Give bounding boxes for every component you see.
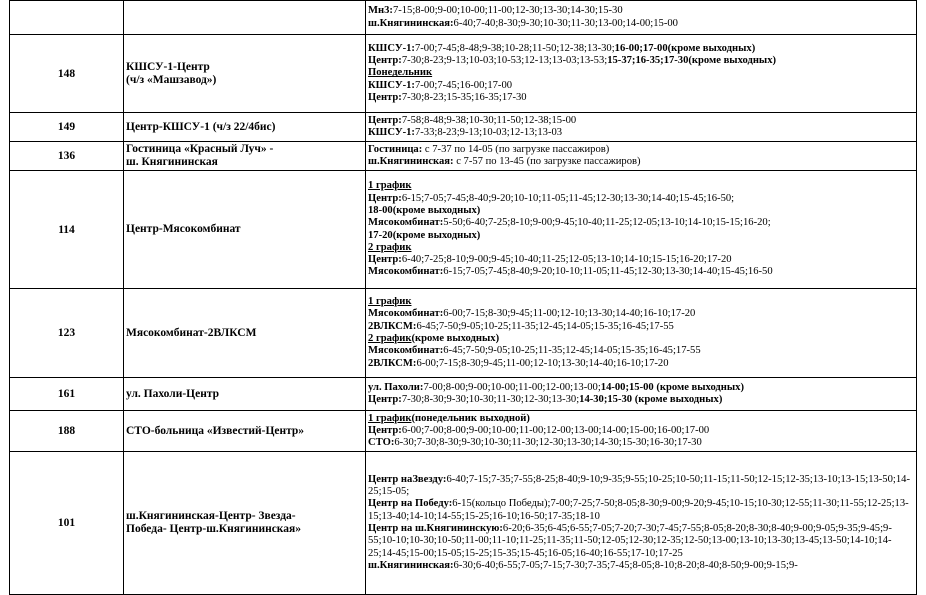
schedule-line <box>368 55 914 67</box>
stop-label: (понедельник выходной) <box>411 412 530 424</box>
stop-label: КШСУ-1: <box>368 79 415 91</box>
route-name-line: ул. Пахоли-Центр <box>126 387 220 400</box>
route-name-line: Победа- Центр-ш.Княгининская» <box>126 523 301 535</box>
schedule-body <box>10 1 917 595</box>
schedule-line <box>368 5 914 17</box>
stop-label: Центр: <box>368 114 402 126</box>
stop-label: ш.Княгининская: <box>368 156 454 167</box>
departure-times: 7-00;7-45;16-00;17-00 <box>414 79 513 91</box>
route-name-cell <box>124 171 366 289</box>
schedule-line <box>368 144 914 156</box>
stop-label: Мясокомбинат: <box>368 345 444 357</box>
table-row <box>10 113 917 142</box>
schedule-line <box>368 217 914 229</box>
schedule-cell <box>366 35 917 113</box>
route-name-line: Центр-КШСУ-1 (ч/з 22/4бис) <box>126 120 276 133</box>
departure-times: 6-00;7-15;8-30;9-45;11-00;12-10;13-30;14-40;16-10;17-20 <box>443 308 696 320</box>
schedule-line <box>368 115 914 127</box>
schedule-line <box>368 156 914 168</box>
stop-label: 14-00;15-00 (кроме выходных) <box>600 381 744 393</box>
stop-label: Центр: <box>368 55 402 67</box>
route-name-cell <box>124 411 366 452</box>
schedule-line <box>368 413 914 425</box>
departure-times: 6-20;6-35;6-45;6-55;7-05;7-20;7-30;7-45;7-55;8-05;8-20;8-30;8-40;9-00;9-05;9-35;9-45;9-55;10-10;10-30;10-50;11-00;11-10;11-25;11-35;11-50;12-05;12-30;12-35;12-50;13-00;13-10;13-30;13-45;13-50;14-10;14-25;14-45;15-00;15-05;15-25;15-35;15-45;16-05;16-40;16-55;17-10;17-25 <box>368 523 892 559</box>
departure-times: 6-15;7-05;7-45;8-40;9-20;10-10;11-05;11-45;12-30;13-30;14-40;15-45;16-50; <box>401 192 735 204</box>
schedule-line <box>368 358 914 370</box>
schedule-cell <box>366 142 917 171</box>
schedule-heading: Понедельник <box>368 67 433 79</box>
schedule-line <box>368 321 914 333</box>
route-name-line: Центр-Мясокомбинат <box>126 223 241 235</box>
stop-label: (кроме выходных) <box>411 333 500 344</box>
route-number-cell <box>10 1 124 35</box>
route-number-cell <box>10 171 124 289</box>
schedule-line <box>368 18 914 30</box>
schedule-cell <box>366 171 917 289</box>
route-number: 123 <box>57 327 76 339</box>
route-name-cell <box>124 289 366 378</box>
schedule-line <box>368 523 914 560</box>
route-name-cell <box>124 452 366 595</box>
stop-label: 14-30;15-30 (кроме выходных) <box>579 394 723 405</box>
schedule-line <box>368 333 914 345</box>
schedule-cell <box>366 1 917 35</box>
schedule-line <box>368 474 914 499</box>
departure-times: 7-30;8-23;9-13;10-03;10-53;12-13;13-03;13-53; <box>401 55 608 67</box>
departure-times: с 7-57 по 13-45 (по загрузке пассажиров) <box>453 156 641 167</box>
stop-label: 16-00;17-00(кроме выходных) <box>614 42 756 54</box>
stop-label: Центр: <box>368 394 402 405</box>
departure-times: 5-50;6-40;7-25;8-10;9-00;9-45;10-40;11-25;12-05;13-10;14-10;15-15;16-20; <box>443 217 771 229</box>
route-name-line: Гостиница «Красный Луч» - <box>126 143 274 155</box>
route-number-cell <box>10 378 124 411</box>
route-number: 114 <box>58 223 75 236</box>
schedule-cell <box>366 289 917 378</box>
schedule-line <box>368 230 914 242</box>
departure-times: 7-33;8-23;9-13;10-03;12-13;13-03 <box>414 127 563 138</box>
route-name-line: КШСУ-1-Центр <box>126 60 210 73</box>
route-number: 101 <box>57 517 76 529</box>
schedule-cell <box>366 411 917 452</box>
stop-label: ш.Княгининская: <box>368 559 454 571</box>
departure-times: 6-15;7-05;7-45;8-40;9-20;10-10;11-05;11-45;12-30;13-30;14-40;15-45;16-50 <box>443 266 773 278</box>
stop-label: Центр на Победу: <box>368 498 453 510</box>
stop-label: Центр: <box>368 424 402 436</box>
route-name-cell <box>124 378 366 411</box>
schedule-heading: 1 график <box>368 412 412 424</box>
schedule-line <box>368 437 914 449</box>
table-row <box>10 35 917 113</box>
stop-label: Мясокомбинат: <box>368 266 444 278</box>
stop-label: 17-20(кроме выходных) <box>368 229 481 241</box>
stop-label: КШСУ-1: <box>368 42 415 54</box>
departure-times: с 7-37 по 14-05 (по загрузке пассажиров) <box>422 143 610 155</box>
route-name-line: ш. Княгининская <box>126 156 218 168</box>
schedule-line <box>368 127 914 139</box>
departure-times: 7-15;8-00;9-00;10-00;11-00;12-30;13-30;14-30;15-30 <box>392 5 623 17</box>
departure-times: 6-40;7-25;8-10;9-00;9-45;10-40;11-25;12-05;13-10;14-10;15-15;16-20;17-20 <box>401 254 732 266</box>
route-number-cell <box>10 289 124 378</box>
departure-times: 6-40;7-15;7-35;7-55;8-25;8-40;9-10;9-35;9-55;10-25;10-50;11-15;11-50;12-15;12-35;13-10;13-15;13-50;14-25;15-05; <box>368 473 910 498</box>
schedule-line <box>368 296 914 308</box>
route-number-cell <box>10 113 124 142</box>
stop-label: Центр: <box>368 192 402 204</box>
route-number: 161 <box>57 388 76 400</box>
schedule-line <box>368 266 914 278</box>
schedule-line <box>368 382 914 394</box>
departure-times: 6-45;7-50;9-05;10-25;11-35;12-45;14-05;15-35;16-45;17-55 <box>443 345 701 357</box>
schedule-heading: 1 график <box>368 180 412 192</box>
route-name-cell <box>124 35 366 113</box>
route-number-cell <box>10 411 124 452</box>
schedule-line <box>368 425 914 437</box>
route-number: 149 <box>57 121 76 133</box>
schedule-line <box>368 560 914 572</box>
schedule-line <box>368 308 914 320</box>
stop-label: 15-37;16-35;17-30(кроме выходных) <box>607 55 777 67</box>
schedule-cell <box>366 378 917 411</box>
route-name-line: Мясокомбинат-2ВЛКСМ <box>126 326 257 339</box>
schedule-table <box>9 0 917 595</box>
stop-label: Центр на ш.Княгининскую: <box>368 523 503 534</box>
table-row <box>10 452 917 595</box>
stop-label: ул. Пахоли: <box>368 381 424 393</box>
stop-label: СТО: <box>368 437 395 449</box>
schedule-line <box>368 67 914 79</box>
stop-label: Центр наЗвезду: <box>368 473 447 485</box>
route-number: 148 <box>57 67 76 80</box>
route-number: 188 <box>57 425 76 437</box>
departure-times: 6-45;7-50;9-05;10-25;11-35;12-45;14-05;15-35;16-45;17-55 <box>416 320 674 332</box>
stop-label: 2ВЛКСМ: <box>368 320 417 332</box>
stop-label: 2ВЛКСМ: <box>368 357 417 369</box>
schedule-cell <box>366 452 917 595</box>
stop-label: ш.Княгининская: <box>368 17 454 29</box>
stop-label: Центр: <box>368 91 402 103</box>
schedule-line <box>368 92 914 104</box>
departure-times: 7-30;8-30;9-30;10-30;11-30;12-30;13-30; <box>401 394 580 405</box>
route-number: 136 <box>57 150 76 162</box>
route-name-cell <box>124 142 366 171</box>
schedule-line <box>368 43 914 55</box>
table-row <box>10 289 917 378</box>
departure-times: 6-15(кольцо Победы);7-00;7-25;7-50;8-05;8-30;9-00;9-20;9-45;10-15;10-30;12-55;11-30;11-55;12-25;13-15;13-40;14-10;14-55;15-25;16-10;16-50;17-35;18-10 <box>368 498 909 522</box>
stop-label: Мясокомбинат: <box>368 308 444 320</box>
schedule-heading: 2 график <box>368 333 412 344</box>
schedule-line <box>368 394 914 406</box>
schedule-line <box>368 242 914 254</box>
route-name-line: ш.Княгининская-Центр- Звезда- <box>126 510 296 522</box>
stop-label: КШСУ-1: <box>368 127 415 138</box>
schedule-line <box>368 345 914 357</box>
departure-times: 6-00;7-00;8-00;9-00;10-00;11-00;12-00;13-00;14-00;15-00;16-00;17-00 <box>401 424 710 436</box>
departure-times: 6-00;7-15;8-30;9-45;11-00;12-10;13-30;14-40;16-10;17-20 <box>416 357 669 369</box>
departure-times: 7-00;7-45;8-48;9-38;10-28;11-50;12-38;13-30; <box>414 42 615 54</box>
departure-times: 7-00;8-00;9-00;10-00;11-00;12-00;13-00; <box>423 381 601 393</box>
stop-label: Гостиница: <box>368 143 423 155</box>
stop-label: Центр: <box>368 254 402 266</box>
schedule-line <box>368 254 914 266</box>
route-name-line: (ч/з «Машзавод») <box>126 73 217 86</box>
table-row <box>10 1 917 35</box>
route-name-line: СТО-больница «Известий-Центр» <box>126 424 305 437</box>
departure-times: 7-58;8-48;9-38;10-30;11-50;12-38;15-00 <box>401 114 577 126</box>
table-row <box>10 411 917 452</box>
route-name-cell <box>124 1 366 35</box>
schedule-heading: 2 график <box>368 241 412 253</box>
schedule-cell <box>366 113 917 142</box>
table-row <box>10 378 917 411</box>
table-row <box>10 142 917 171</box>
route-number-cell <box>10 452 124 595</box>
route-name-cell <box>124 113 366 142</box>
departure-times: 6-30;7-30;8-30;9-30;10-30;11-30;12-30;13-30;14-30;15-30;16-30;17-30 <box>394 437 702 449</box>
table-row <box>10 171 917 289</box>
route-number-cell <box>10 142 124 171</box>
stop-label: Мн3: <box>368 5 393 17</box>
schedule-line <box>368 180 914 192</box>
stop-label: Мясокомбинат: <box>368 217 444 229</box>
route-number-cell <box>10 35 124 113</box>
schedule-line <box>368 205 914 217</box>
departure-times: 7-30;8-23;15-35;16-35;17-30 <box>401 91 527 103</box>
schedule-line <box>368 80 914 92</box>
stop-label: 18-00(кроме выходных) <box>368 204 481 216</box>
departure-times: 6-30;6-40;6-55;7-05;7-15;7-30;7-35;7-45;8-05;8-10;8-20;8-40;8-50;9-00;9-15;9- <box>453 559 798 571</box>
departure-times: 6-40;7-40;8-30;9-30;10-30;11-30;13-00;14-00;15-00 <box>453 17 678 29</box>
schedule-line <box>368 193 914 205</box>
schedule-heading: 1 график <box>368 296 412 308</box>
schedule-line <box>368 498 914 523</box>
